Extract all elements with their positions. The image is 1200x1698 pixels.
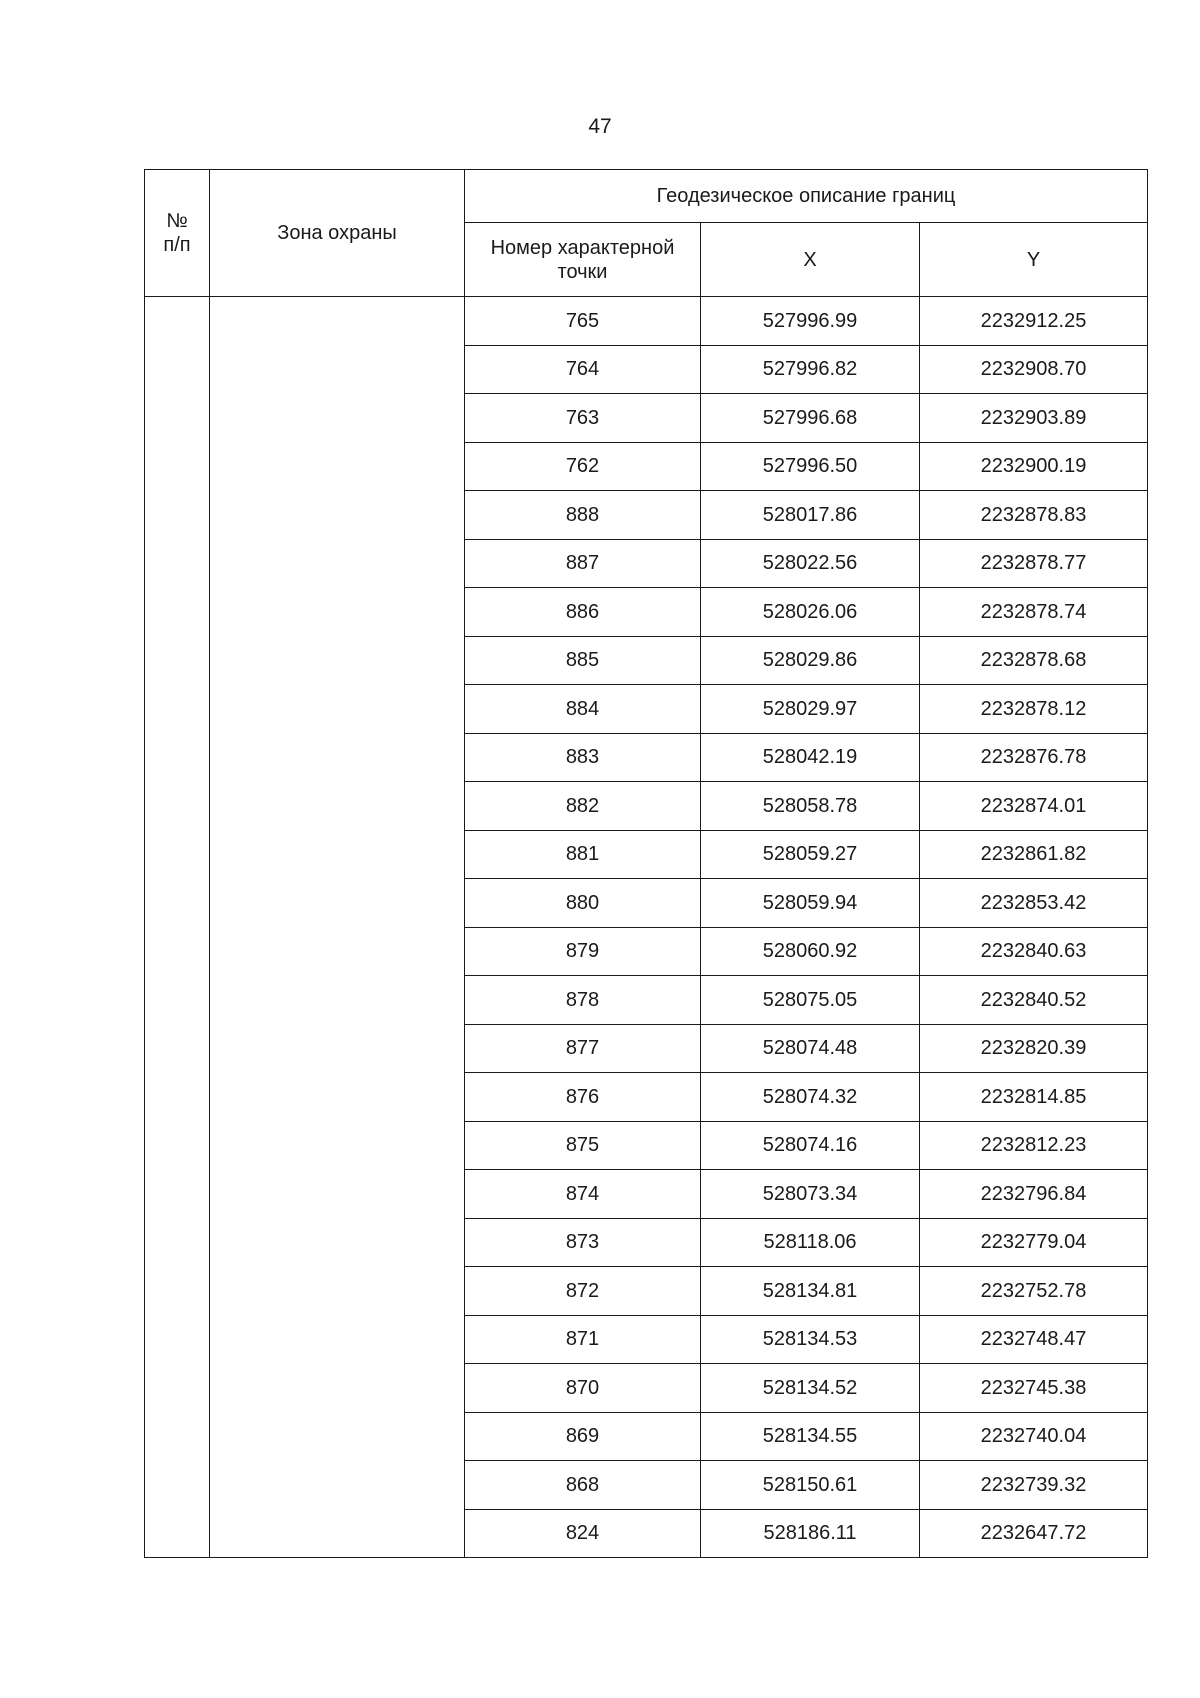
y-coordinate-cell: 2232878.68 [920,636,1148,685]
header-point-number: Номер характерной точки [465,223,701,297]
point-number-cell: 870 [465,1364,701,1413]
x-coordinate-cell: 528059.94 [701,879,920,928]
point-number-cell: 868 [465,1461,701,1510]
point-number-cell: 879 [465,927,701,976]
x-coordinate-cell: 528186.11 [701,1509,920,1558]
point-number-cell: 872 [465,1267,701,1316]
y-coordinate-cell: 2232647.72 [920,1509,1148,1558]
table-row [145,297,1148,346]
number-cell [145,297,210,1558]
point-number-cell: 824 [465,1509,701,1558]
x-coordinate-cell: 528029.97 [701,685,920,734]
header-geodetic-description: Геодезическое описание границ [465,170,1148,223]
x-coordinate-cell: 528059.27 [701,830,920,879]
x-coordinate-cell: 527996.68 [701,394,920,443]
boundary-coordinates-table [144,169,1148,1558]
zone-cell [210,297,465,1558]
x-coordinate-cell: 528134.81 [701,1267,920,1316]
x-coordinate-cell: 528150.61 [701,1461,920,1510]
y-coordinate-cell: 2232739.32 [920,1461,1148,1510]
point-number-cell: 875 [465,1121,701,1170]
x-coordinate-cell: 528058.78 [701,782,920,831]
y-coordinate-cell: 2232752.78 [920,1267,1148,1316]
point-number-cell: 876 [465,1073,701,1122]
x-coordinate-cell: 527996.99 [701,297,920,346]
y-coordinate-cell: 2232900.19 [920,442,1148,491]
x-coordinate-cell: 528074.48 [701,1024,920,1073]
x-coordinate-cell: 527996.82 [701,345,920,394]
y-coordinate-cell: 2232740.04 [920,1412,1148,1461]
point-number-cell: 884 [465,685,701,734]
y-coordinate-cell: 2232779.04 [920,1218,1148,1267]
point-number-cell: 873 [465,1218,701,1267]
x-coordinate-cell: 528075.05 [701,976,920,1025]
y-coordinate-cell: 2232908.70 [920,345,1148,394]
y-coordinate-cell: 2232912.25 [920,297,1148,346]
y-coordinate-cell: 2232840.63 [920,927,1148,976]
point-number-cell: 882 [465,782,701,831]
y-coordinate-cell: 2232878.74 [920,588,1148,637]
y-coordinate-cell: 2232878.77 [920,539,1148,588]
x-coordinate-cell: 528026.06 [701,588,920,637]
y-coordinate-cell: 2232861.82 [920,830,1148,879]
x-coordinate-cell: 528074.16 [701,1121,920,1170]
point-number-cell: 885 [465,636,701,685]
x-coordinate-cell: 528073.34 [701,1170,920,1219]
point-number-cell: 871 [465,1315,701,1364]
point-number-cell: 877 [465,1024,701,1073]
y-coordinate-cell: 2232853.42 [920,879,1148,928]
header-zone: Зона охраны [210,170,465,297]
x-coordinate-cell: 528022.56 [701,539,920,588]
y-coordinate-cell: 2232840.52 [920,976,1148,1025]
x-coordinate-cell: 528134.52 [701,1364,920,1413]
x-coordinate-cell: 528134.53 [701,1315,920,1364]
x-coordinate-cell: 528017.86 [701,491,920,540]
point-number-cell: 878 [465,976,701,1025]
table-header-row [145,170,1148,223]
y-coordinate-cell: 2232748.47 [920,1315,1148,1364]
x-coordinate-cell: 528029.86 [701,636,920,685]
y-coordinate-cell: 2232903.89 [920,394,1148,443]
x-coordinate-cell: 528118.06 [701,1218,920,1267]
x-coordinate-cell: 528060.92 [701,927,920,976]
y-coordinate-cell: 2232820.39 [920,1024,1148,1073]
y-coordinate-cell: 2232876.78 [920,733,1148,782]
point-number-cell: 886 [465,588,701,637]
point-number-cell: 869 [465,1412,701,1461]
header-x: X [701,223,920,297]
point-number-cell: 764 [465,345,701,394]
point-number-cell: 762 [465,442,701,491]
x-coordinate-cell: 528074.32 [701,1073,920,1122]
header-y: Y [920,223,1148,297]
y-coordinate-cell: 2232814.85 [920,1073,1148,1122]
point-number-cell: 763 [465,394,701,443]
header-number: № п/п [145,170,210,297]
point-number-cell: 888 [465,491,701,540]
x-coordinate-cell: 528134.55 [701,1412,920,1461]
y-coordinate-cell: 2232745.38 [920,1364,1148,1413]
y-coordinate-cell: 2232878.83 [920,491,1148,540]
point-number-cell: 874 [465,1170,701,1219]
y-coordinate-cell: 2232796.84 [920,1170,1148,1219]
x-coordinate-cell: 528042.19 [701,733,920,782]
point-number-cell: 887 [465,539,701,588]
x-coordinate-cell: 527996.50 [701,442,920,491]
page-number: 47 [588,115,612,138]
y-coordinate-cell: 2232812.23 [920,1121,1148,1170]
point-number-cell: 883 [465,733,701,782]
point-number-cell: 880 [465,879,701,928]
point-number-cell: 881 [465,830,701,879]
table-body [145,297,1148,1558]
y-coordinate-cell: 2232874.01 [920,782,1148,831]
y-coordinate-cell: 2232878.12 [920,685,1148,734]
point-number-cell: 765 [465,297,701,346]
